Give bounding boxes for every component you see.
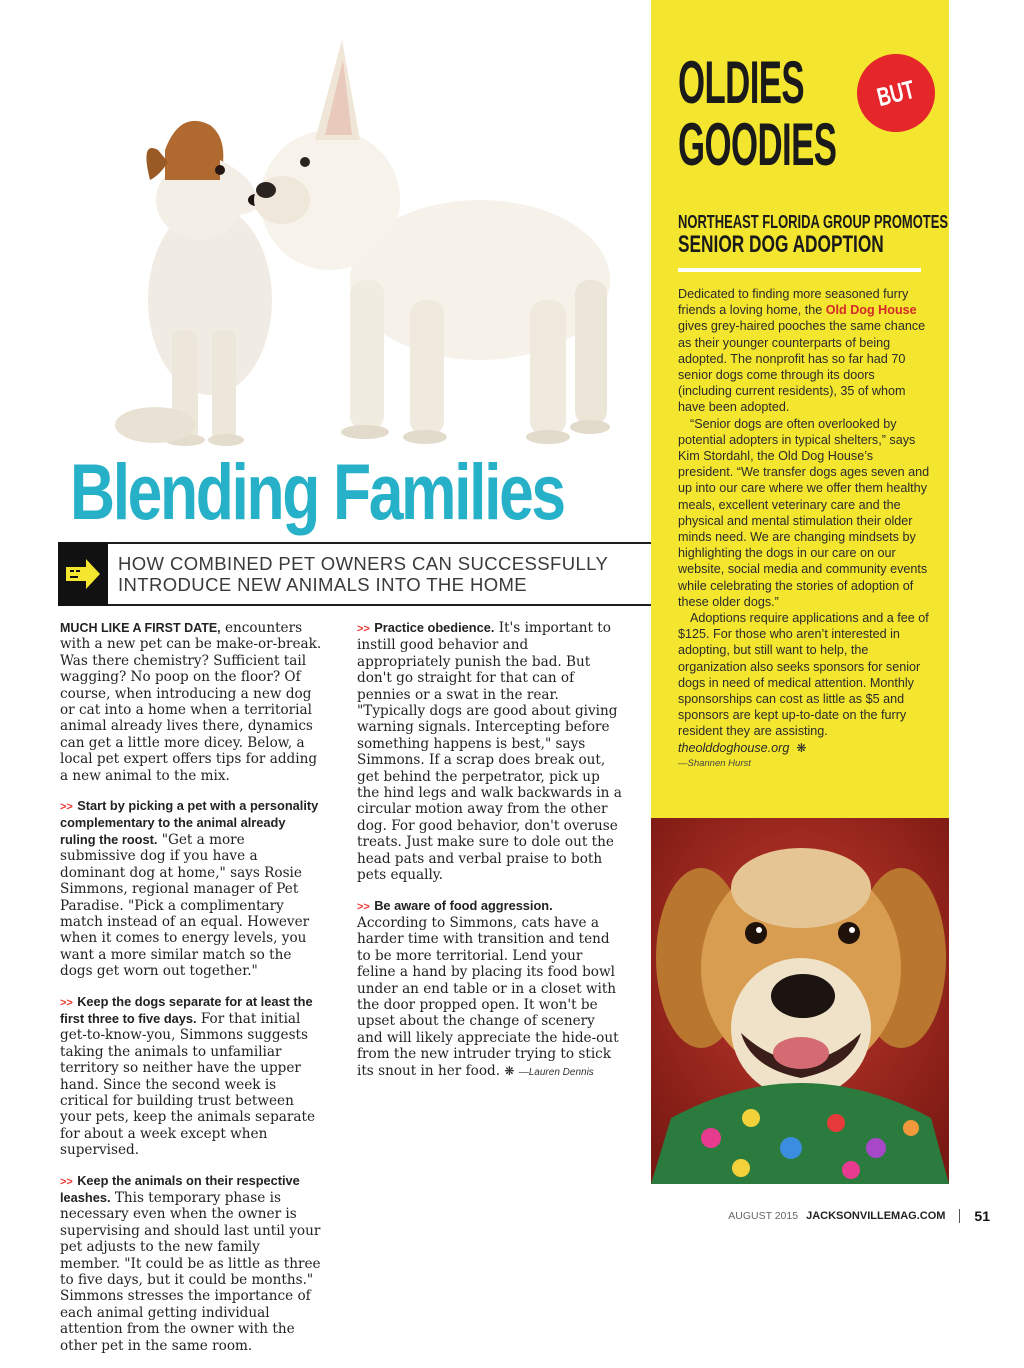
tip-marker: >> [60,1175,73,1188]
article-column-left [60,620,322,1368]
sidebar-byline: —Shannen Hurst [678,757,751,769]
tip-marker: >> [357,623,370,635]
senior-dog-photo [651,818,949,1184]
tip-marker: >> [60,996,73,1009]
subhead-rule-bottom [58,604,651,606]
subhead-rule-top [58,542,651,544]
tip-1-body: "Get a more submissive dog if you have a dominant dog at home," says Rosie Simmons, regional manager of Pet Paradise. "Pick a complimentary match instead of an equal. However when it comes to energy levels, you want a more similar match so the dogs get worn out together." [60,831,310,980]
tip-3-body: This temporary phase is necessary even when the owner is supervising and should last until your pet adjusts to the new family member. "It could be as little as three to five days, but it could be months." Simmons stresses the importance of each animal getting individual attention from the owner with the other pet in the same room. [60,1190,321,1354]
sidebar-title-line-1: OLDIES [678,49,805,116]
sidebar-rule [678,268,921,272]
article-subtitle-line-2: INTRODUCE NEW ANIMALS INTO THE HOME [118,574,528,595]
tip-2-body: For that initial get-to-know-you, Simmons suggests taking the animals to unfamiliar territory so neither have the upper hand. Since the second week is critical for building trust between your pets, keep the animals separate for about a week except when supervised. [60,1010,315,1159]
footer-issue: AUGUST 2015 [728,1210,799,1222]
jack-russell-illustration [115,121,272,446]
sidebar-website: theolddoghouse.org [678,740,790,755]
tip-1 [60,798,322,979]
sidebar-paragraph-3 [678,610,930,756]
tip-5-body: According to Simmons, cats have a harder time with transition and tend to be more territorial. Lend your feline a hand by placing its food bowl under an end table or in a closet with the door propped open. It won't be upset about the change of scenery and will likely appreciate the hide-out from the new intruder trying to stick its snout in her food. [357,914,619,1079]
but-badge [849,46,944,141]
tip-5-heading: Be aware of food aggression. [374,897,553,913]
tip-3-start [60,1173,322,1354]
article-byline: —Lauren Dennis [518,1066,594,1078]
article-headline: Blending Families [70,447,564,536]
article-subtitle-line-1: HOW COMBINED PET OWNERS CAN SUCCESSFULLY [118,553,609,574]
french-bulldog-illustration [254,40,610,444]
footer-divider [959,1209,960,1223]
sidebar-panel [651,0,949,818]
but-badge-text: BUT [874,73,918,112]
tip-4 [357,620,623,884]
sidebar-title [678,49,837,178]
sidebar-body [678,286,930,772]
page-number: 51 [974,1208,990,1224]
sidebar-subtitle-line-1: NORTHEAST FLORIDA GROUP PROMOTES [678,212,949,232]
arrow-right-icon [58,542,108,606]
two-dogs-photo [60,30,640,450]
tip-1-heading: Start by picking a pet with a personality complementary to the animal already ruling the roost. [60,798,319,847]
tip-3-heading: Keep the animals on their respective leashes. [60,1172,300,1205]
sidebar-subtitle [678,212,949,258]
article-subtitle [118,553,648,595]
tip-2 [60,994,322,1159]
sidebar-p1-text-end: gives grey-haired pooches the same chance as their younger counterparts of being adopted. The nonprofit has so far had 70 senior dogs come through its doors (including current residents), 35 of whom have been adopted. [678,319,926,415]
sidebar-paragraph-2: “Senior dogs are often overlooked by potential adopters in typical shelters,” says Kim Stordahl, the Old Dog House’s president. “We transfer dogs ages seven and up into our care where we offer them healthy meals, excellent veterinary care and the physical and mental stimulation their older minds need. We are changing mindsets by highlighting the dogs in our care on our website, social media and community events while celebrating the stories of adoption of these older dogs.” [678,416,930,609]
sidebar-subtitle-line-2: SENIOR DOG ADOPTION [678,231,884,258]
flourish-icon: ❋ [796,740,807,755]
tip-5 [357,898,623,1081]
sidebar-title-line-2: GOODIES [678,111,837,178]
right-margin [949,0,1024,1242]
flourish-icon: ❋ [504,1063,515,1078]
footer-site: JACKSONVILLEMAG.COM [806,1210,946,1222]
tip-marker: >> [357,900,370,913]
tip-2-heading: Keep the dogs separate for at least the first three to five days. [60,993,313,1026]
sidebar-p3-text: Adoptions require applications and a fee of $125. For those who aren’t interested in adopting, but still want to help, the organization also seeks sponsors for senior dogs in need of medical attention. Monthly sponsorships can cost as little as $5 and sponsors are kept up-to-date on the furry resident they are assisting. [678,611,929,739]
lead-in: MUCH LIKE A FIRST DATE, [60,621,221,635]
old-dog-house-name: Old Dog House [825,303,917,318]
page-footer [728,1208,990,1224]
tip-4-heading: Practice obedience. [374,620,495,635]
sidebar-p1-text: Dedicated to finding more seasoned furry friends a loving home, the [678,287,909,318]
tip-4-body: It's important to instill good behavior and appropriately punish the bad. But don't go straight for that can of pennies or a swat in the rear. "Typically dogs are good about giving warning signals. Intercepting before something happens is best," says Simmons. If a scrap does break out, get behind the perpetrator, pick up the hind legs and walk backwards in a circular motion away from the other dog. For good behavior, don't overuse treats. Just make sure to dole out the head pats and verbal praise to both pets equally. [357,620,622,884]
article-column-middle [357,620,623,1095]
subhead-arrow-box [58,542,108,606]
intro-text: encounters with a new pet can be make-or-break. Was there chemistry? Sufficient tail wagging? No poop on the floor? Of course, when introducing a new dog or cat into a home when a territorial animal already lives there, dynamics can get a little more dicey. Below, a local pet expert offers tips for adding a new animal to the mix. [60,620,322,784]
intro-paragraph [60,620,322,784]
sidebar-paragraph-1 [678,286,930,416]
tip-marker: >> [60,801,73,814]
